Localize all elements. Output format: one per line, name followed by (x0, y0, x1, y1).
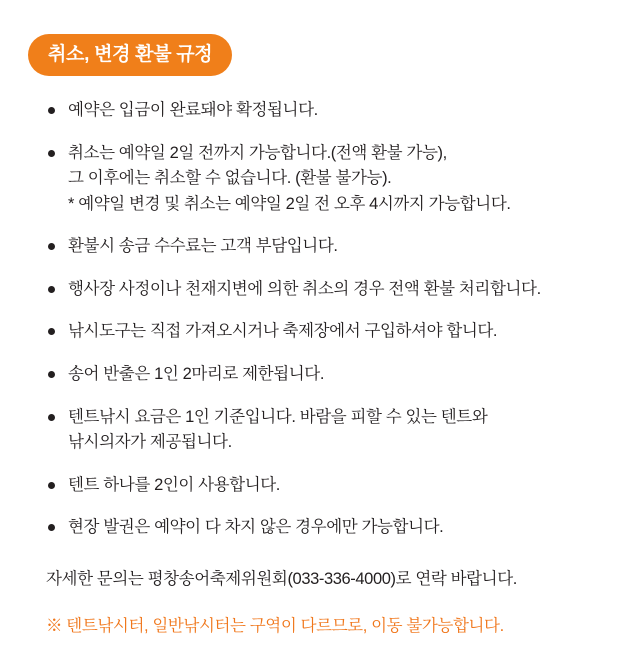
rule-line: 송어 반출은 1인 2마리로 제한됩니다. (68, 364, 325, 383)
page-title-badge: 취소, 변경 환불 규정 (28, 34, 232, 76)
rule-line: 그 이후에는 취소할 수 없습니다. (환불 불가능). (68, 169, 392, 188)
list-item (46, 98, 611, 124)
list-item (46, 473, 611, 499)
rule-line: 텐트낚시 요금은 1인 기준입니다. 바람을 피할 수 있는 텐트와 (68, 407, 488, 426)
list-item (46, 141, 611, 218)
rule-line: * 예약일 변경 및 취소는 예약일 2일 전 오후 4시까지 가능합니다. (68, 194, 511, 213)
warning-notice: ※ 텐트낚시터, 일반낚시터는 구역이 다르므로, 이동 불가능합니다. (46, 617, 504, 636)
rule-line: 행사장 사정이나 천재지변에 의한 취소의 경우 전액 환불 처리합니다. (68, 279, 541, 298)
rule-line: 환불시 송금 수수료는 고객 부담입니다. (68, 237, 338, 256)
rule-line: 낚시의자가 제공됩니다. (68, 433, 232, 452)
list-item (46, 362, 611, 388)
rule-line: 현장 발권은 예약이 다 차지 않은 경우에만 가능합니다. (68, 518, 444, 537)
rule-line: 낚시도구는 직접 가져오시거나 축제장에서 구입하셔야 합니다. (68, 322, 498, 341)
rule-line: 텐트 하나를 2인이 사용합니다. (68, 475, 280, 494)
list-item (46, 234, 611, 260)
list-item (46, 319, 611, 345)
contact-footnote: 자세한 문의는 평창송어축제위원회(033-336-4000)로 연락 바랍니다. (46, 569, 517, 588)
rule-line: 예약은 입금이 완료돼야 확정됩니다. (68, 101, 318, 119)
list-item (46, 405, 611, 456)
list-item (46, 515, 611, 541)
rules-list (28, 98, 611, 541)
rule-line: 취소는 예약일 2일 전까지 가능합니다.(전액 환불 가능), (68, 143, 447, 162)
list-item (46, 277, 611, 303)
